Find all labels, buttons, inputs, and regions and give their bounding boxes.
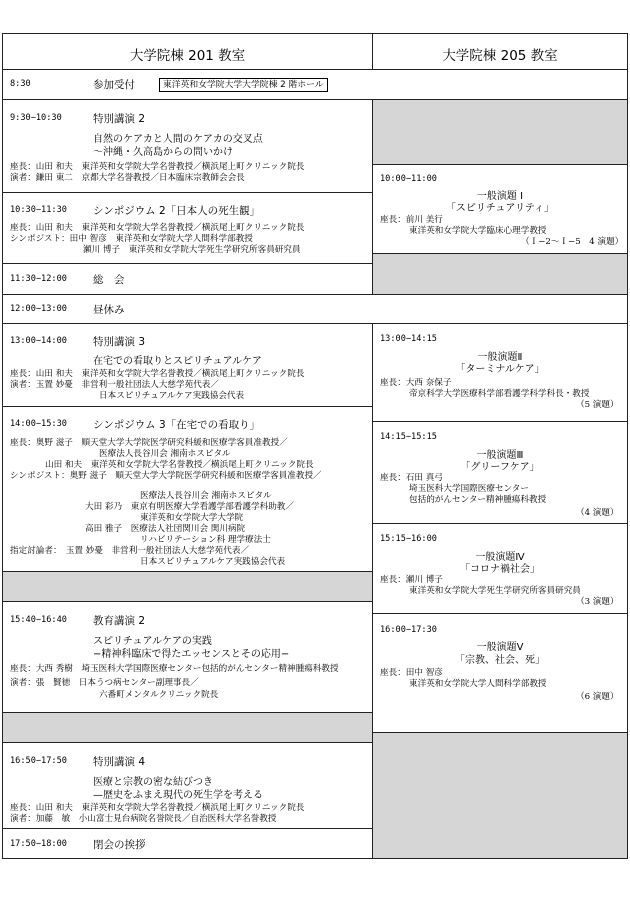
symposist-line: 医療法人長谷川会 湘南ホスピタル — [140, 491, 272, 501]
symposist-line: 瀬川 博子 東洋英和女学院大学死生学研究所客員研究員 — [83, 245, 301, 255]
session-label: 特別講演 4 — [93, 756, 146, 768]
session-label: 特別講演 2 — [93, 113, 146, 125]
session-special-lecture-2 — [2, 99, 373, 193]
session-general-4 — [372, 523, 628, 614]
session-lunch-break — [2, 294, 628, 324]
header-left-cell — [2, 33, 373, 70]
session-general-5 — [372, 613, 628, 733]
chair-line: 座長：大西 奈保子 — [380, 378, 452, 388]
session-title: 一般演題Ⅲ — [476, 450, 524, 461]
session-general-1 — [372, 164, 628, 254]
session-theme: 「グリーフケア」 — [460, 462, 540, 473]
chair-line: 座長：奥野 滋子 順天堂大学大学院医学研究科緩和医療学客員准教授／ — [10, 438, 288, 448]
session-special-lecture-4 — [2, 742, 373, 829]
session-symposium-2 — [2, 192, 373, 264]
speaker-line: 六番町メンタルクリニック院長 — [99, 690, 219, 700]
session-special-lecture-3 — [2, 323, 373, 407]
session-label: 閉会の挨拶 — [93, 839, 146, 851]
chair-line: 座長：田中 智彦 — [380, 668, 443, 678]
session-theme: 「宗教、社会、死」 — [455, 655, 545, 666]
session-time: 15:15−16:00 — [380, 534, 437, 544]
abstract-count: （6 演題） — [576, 692, 619, 702]
session-title: 一般演題Ⅳ — [475, 552, 525, 563]
session-title: 在宅での看取りとスピリチュアルケア — [93, 356, 262, 367]
session-time: 14:15−15:15 — [380, 432, 437, 442]
session-label: シンポジウム 2「日本人の死生観」 — [93, 205, 261, 217]
room-left-title: 大学院棟 201 教室 — [129, 48, 246, 64]
chair-affiliation: 東洋英和女学院大学人間科学部教授 — [409, 679, 547, 689]
session-title: 一般演題 I — [476, 191, 524, 202]
chair-line: 山田 和夫 東洋英和女学院大学名誉教授／横浜尾上町クリニック院長 — [45, 460, 314, 470]
session-subtitle: 〜沖縄・久高島からの問いかけ — [93, 147, 233, 158]
registration-label: 参加受付 — [93, 79, 135, 91]
chair-affiliation: 包括的がんセンター精神腫瘍科教授 — [409, 495, 547, 505]
speaker-line: 演者：玉置 妙憂 非営利一般社団法人大慈学苑代表／ — [10, 380, 219, 390]
discussant-line: 指定討論者： 玉置 妙憂 非営利一般社団法人大慈学苑代表／ — [10, 546, 250, 556]
session-time: 16:00−17:30 — [380, 625, 437, 635]
symposist-line: 高田 雅子 医療法人社団関川会 関川病院 — [85, 524, 246, 534]
session-subtitle: −精神科臨床で得たエッセンスとその応用− — [93, 649, 290, 660]
chair-affiliation: 帝京科学大学医療科学部看護学科学科長・教授 — [409, 389, 590, 399]
break-gap — [372, 99, 628, 165]
chair-line: 座長：山田 和夫 東洋英和女学院大学名誉教授／横浜尾上町クリニック院長 — [10, 803, 305, 813]
session-general-2 — [372, 323, 628, 422]
chair-line: 座長：石田 真弓 — [380, 473, 443, 483]
session-time: 13:00−14:15 — [380, 334, 437, 344]
session-education-lecture-2 — [2, 601, 373, 713]
session-label: 教育講演 2 — [93, 615, 146, 627]
session-label: 昼休み — [93, 304, 125, 316]
session-label: 総 会 — [93, 274, 125, 286]
chair-line: 医療法人長谷川会 湘南ホスピタル — [99, 449, 231, 459]
session-time: 10:00−11:00 — [380, 174, 437, 184]
chair-line: 座長：山田 和夫 東洋英和女学院大学名誉教授／横浜尾上町クリニック院長 — [10, 162, 305, 172]
session-time: 16:50−17:50 — [10, 756, 67, 766]
header-right-cell — [372, 33, 628, 70]
session-time: 11:30−12:00 — [10, 274, 67, 284]
session-title: 一般演題Ⅱ — [477, 352, 523, 363]
session-time: 15:40−16:40 — [10, 615, 67, 625]
registration-row — [2, 69, 628, 100]
abstract-count: （Ｉ−2〜Ｉ−5 4 演題） — [521, 237, 624, 247]
discussant-line: 日本スピリチュアルケア実践協会代表 — [140, 557, 286, 567]
symposist-line: リハビリテーション科 理学療法士 — [140, 535, 271, 545]
abstract-count: （3 演題） — [576, 597, 619, 607]
session-subtitle: —歴史をふまえ現代の死生学を考える — [93, 790, 263, 801]
session-theme: 「コロナ禍社会」 — [460, 564, 540, 575]
chair-line: 座長：大西 秀樹 埼玉医科大学国際医療センター包括的がんセンター精神腫瘍科教授 — [10, 664, 339, 674]
chair-line: 座長：山田 和夫 東洋英和女学院大学名誉教授／横浜尾上町クリニック院長 — [10, 223, 305, 233]
session-symposium-3 — [2, 406, 373, 572]
session-time: 12:00−13:00 — [10, 304, 67, 314]
session-title: スピリチュアルケアの実践 — [93, 636, 212, 647]
session-label: シンポジウム 3「在宅での看取り」 — [93, 419, 261, 431]
speaker-line: 日本スピリチュアルケア実践協会代表 — [99, 391, 245, 401]
session-title: 一般演題Ⅴ — [476, 642, 524, 653]
session-title: 医療と宗教の密な結びつき — [93, 777, 213, 788]
abstract-count: （4 演題） — [576, 508, 619, 518]
session-label: 特別講演 3 — [93, 336, 146, 348]
speaker-line: 演者：鎌田 東二 京都大学名誉教授／日本臨床宗教師会会長 — [10, 173, 245, 183]
symposist-line: シンポジスト：田中 智彦 東洋英和女学院大学人間科学部教授 — [10, 234, 253, 244]
break-gap — [2, 571, 373, 602]
session-general-meeting — [2, 263, 373, 295]
session-theme: 「ターミナルケア」 — [455, 364, 545, 375]
session-time: 10:30−11:30 — [10, 205, 67, 215]
session-time: 17:50−18:00 — [10, 839, 67, 849]
session-time: 14:00−15:30 — [10, 419, 67, 429]
session-theme: 「スピリチュアリティ」 — [445, 203, 555, 214]
chair-affiliation: 東洋英和女学院大学死生学研究所客員研究員 — [409, 586, 581, 596]
symposist-line: 大田 彩乃 東京有明医療大学看護学部看護学科助教／ — [85, 502, 294, 512]
symposist-line: シンポジスト：奥野 滋子 順天堂大学大学院医学研究科緩和医療学客員准教授／ — [10, 471, 322, 481]
registration-time: 8:30 — [10, 79, 31, 89]
session-closing — [2, 828, 373, 859]
break-gap — [372, 253, 628, 295]
session-title: 自然のケアカと人間のケアカの交叉点 — [93, 134, 263, 145]
session-time: 13:00−14:00 — [10, 336, 67, 346]
symposist-line: 東洋英和女学院大学大学院 — [140, 513, 244, 523]
registration-venue: 東洋英和女学院大学大学院棟 2 階ホール — [159, 78, 328, 92]
chair-line: 座長：前川 美行 — [380, 215, 443, 225]
speaker-line: 演者：張 賢徳 日本うつ病センター副理事長／ — [10, 678, 199, 688]
break-gap — [372, 732, 628, 859]
session-time: 9:30−10:30 — [10, 113, 62, 123]
chair-line: 座長：瀬川 博子 — [380, 575, 443, 585]
speaker-line: 演者：加藤 敏 小山富士見台病院名誉院長／自治医科大学名誉教授 — [10, 814, 277, 824]
break-gap — [2, 712, 373, 743]
abstract-count: （5 演題） — [576, 400, 619, 410]
room-right-title: 大学院棟 205 教室 — [442, 48, 558, 64]
chair-affiliation: 東洋英和女学院大学臨床心理学教授 — [409, 226, 547, 236]
chair-line: 座長：山田 和夫 東洋英和女学院大学名誉教授／横浜尾上町クリニック院長 — [10, 369, 305, 379]
session-general-3 — [372, 421, 628, 524]
chair-affiliation: 埼玉医科大学国際医療センター — [409, 484, 529, 494]
